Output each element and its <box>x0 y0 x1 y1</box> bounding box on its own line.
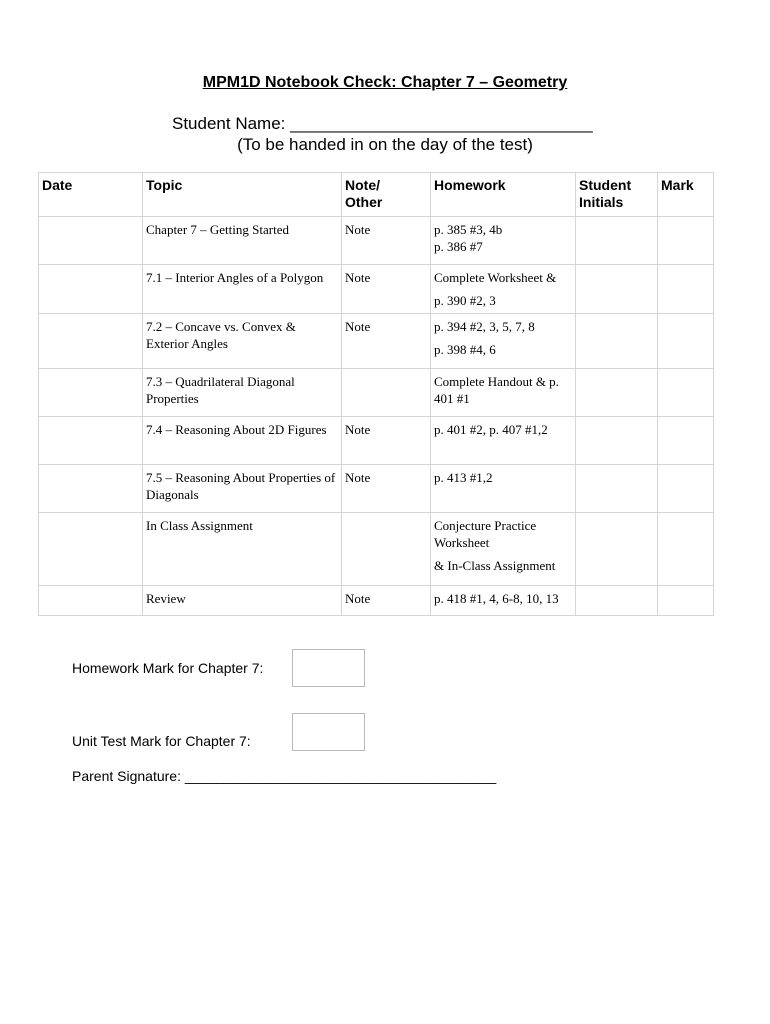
homework-line: p. 418 #1, 4, 6-8, 10, 13 <box>434 591 559 606</box>
student-initials-cell[interactable] <box>576 369 658 417</box>
date-cell[interactable] <box>39 265 143 314</box>
mark-cell[interactable] <box>658 314 714 369</box>
homework-mark-label: Homework Mark for Chapter 7: <box>72 660 264 676</box>
parent-signature-line: Parent Signature: ________________________________________ <box>72 768 497 784</box>
topic-cell: 7.4 – Reasoning About 2D Figures <box>143 417 342 465</box>
mark-cell[interactable] <box>658 586 714 616</box>
topic-cell: 7.1 – Interior Angles of a Polygon <box>143 265 342 314</box>
student-initials-cell[interactable] <box>576 314 658 369</box>
date-cell[interactable] <box>39 586 143 616</box>
date-cell[interactable] <box>39 369 143 417</box>
mark-cell[interactable] <box>658 417 714 465</box>
homework-line: p. 413 #1,2 <box>434 470 493 485</box>
table-row <box>39 586 714 616</box>
student-initials-cell[interactable] <box>576 513 658 586</box>
homework-cell <box>431 369 576 417</box>
homework-line: p. 394 #2, 3, 5, 7, 8 <box>434 319 535 334</box>
homework-cell <box>431 513 576 586</box>
student-initials-cell[interactable] <box>576 586 658 616</box>
unit-test-mark-label: Unit Test Mark for Chapter 7: <box>72 733 251 749</box>
homework-cell <box>431 417 576 465</box>
topic-cell: 7.2 – Concave vs. Convex & Exterior Angles <box>143 314 342 369</box>
homework-line: p. 386 #7 <box>434 239 483 254</box>
notebook-check-table <box>38 172 714 616</box>
homework-cell <box>431 217 576 265</box>
homework-line: p. 390 #2, 3 <box>434 293 496 308</box>
homework-mark-box[interactable] <box>292 649 365 687</box>
mark-cell[interactable] <box>658 465 714 513</box>
note-cell: Note <box>342 265 431 314</box>
homework-cell <box>431 265 576 314</box>
date-cell[interactable] <box>39 217 143 265</box>
hand-in-note: (To be handed in on the day of the test) <box>237 135 533 154</box>
homework-line: Conjecture Practice Worksheet <box>434 518 537 550</box>
col-date-header: Date <box>39 173 143 217</box>
col-initials-header: Student Initials <box>576 173 658 217</box>
date-cell[interactable] <box>39 314 143 369</box>
date-cell[interactable] <box>39 465 143 513</box>
topic-cell: 7.3 – Quadrilateral Diagonal Properties <box>143 369 342 417</box>
homework-cell <box>431 586 576 616</box>
date-cell[interactable] <box>39 417 143 465</box>
topic-cell: In Class Assignment <box>143 513 342 586</box>
table-row <box>39 417 714 465</box>
mark-cell[interactable] <box>658 217 714 265</box>
table-header-row <box>39 173 714 217</box>
student-initials-cell[interactable] <box>576 265 658 314</box>
note-cell: Note <box>342 465 431 513</box>
mark-cell[interactable] <box>658 369 714 417</box>
topic-cell: 7.5 – Reasoning About Properties of Diagonals <box>143 465 342 513</box>
student-name-line: Student Name: ________________________________ <box>172 114 593 133</box>
homework-cell <box>431 465 576 513</box>
note-cell: Note <box>342 314 431 369</box>
table-row <box>39 314 714 369</box>
mark-cell[interactable] <box>658 265 714 314</box>
note-cell <box>342 513 431 586</box>
homework-line: Complete Worksheet & <box>434 270 557 285</box>
table-row <box>39 513 714 586</box>
student-initials-cell[interactable] <box>576 465 658 513</box>
page-title: MPM1D Notebook Check: Chapter 7 – Geometry <box>202 74 568 91</box>
col-topic-header: Topic <box>143 173 342 217</box>
topic-cell: Chapter 7 – Getting Started <box>143 217 342 265</box>
note-cell: Note <box>342 217 431 265</box>
unit-test-mark-box[interactable] <box>292 713 365 751</box>
topic-cell: Review <box>143 586 342 616</box>
table-row <box>39 369 714 417</box>
student-initials-cell[interactable] <box>576 217 658 265</box>
col-homework-header: Homework <box>431 173 576 217</box>
table-row <box>39 217 714 265</box>
col-mark-header: Mark <box>658 173 714 217</box>
note-cell <box>342 369 431 417</box>
table-row <box>39 265 714 314</box>
note-cell: Note <box>342 417 431 465</box>
date-cell[interactable] <box>39 513 143 586</box>
homework-line: & In-Class Assignment <box>434 558 556 573</box>
mark-cell[interactable] <box>658 513 714 586</box>
col-note-header: Note/ Other <box>342 173 431 217</box>
table-row <box>39 465 714 513</box>
homework-cell <box>431 314 576 369</box>
homework-line: p. 385 #3, 4b <box>434 222 503 237</box>
student-initials-cell[interactable] <box>576 417 658 465</box>
homework-line: Complete Handout & p. 401 #1 <box>434 374 559 406</box>
note-cell: Note <box>342 586 431 616</box>
homework-line: p. 401 #2, p. 407 #1,2 <box>434 422 548 437</box>
homework-line: p. 398 #4, 6 <box>434 342 496 357</box>
